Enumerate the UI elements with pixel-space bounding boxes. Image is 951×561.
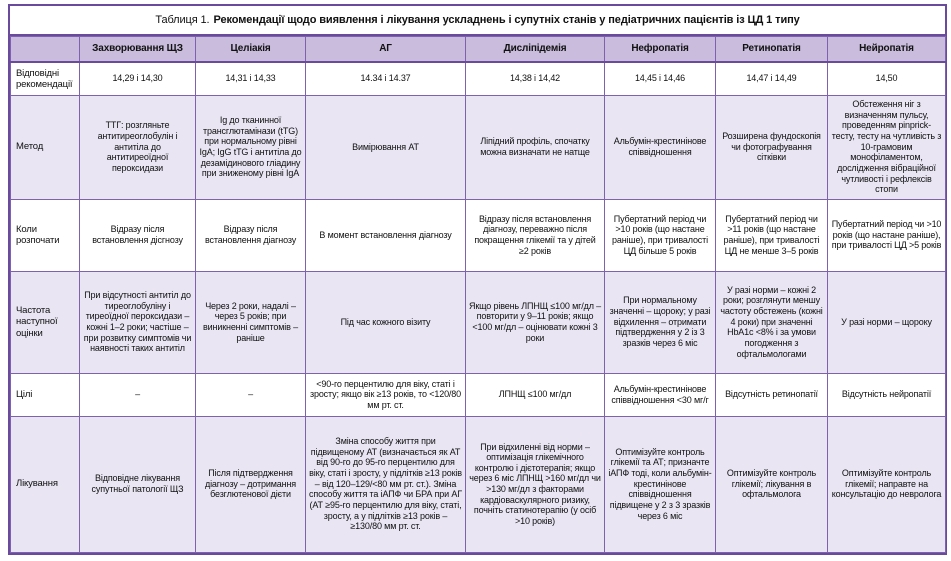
row-label: Цілі bbox=[11, 373, 80, 416]
table-cell: Відразу після встановлення дісгнозу bbox=[80, 199, 196, 271]
table-cell: При відсутності антитіл до тиреоглобуліну і тиреоїдної пероксидази – кожні 1–2 роки; частіше – при розвитку симптомів чи наявності таких антитіл bbox=[80, 271, 196, 373]
table-title bbox=[10, 6, 945, 36]
table-cell: Вимірювання АТ bbox=[306, 95, 466, 199]
table-row-frequency bbox=[11, 271, 946, 373]
row-label: Метод bbox=[11, 95, 80, 199]
table-cell: Оптимізуйте контроль глікемії; направте на консультацію до невролога bbox=[828, 416, 946, 552]
table-cell: У разі норми – кожні 2 роки; розглянути меншу частоту обстежень (кожні 4 роки) при значенні HbA1c <8% і за умови погодження з офтальмологами bbox=[716, 271, 828, 373]
table-cell: Альбумін-крестинінове співвідношення bbox=[605, 95, 716, 199]
table-cell: Відразу після встановлення діагнозу bbox=[196, 199, 306, 271]
recommendations-table bbox=[10, 36, 946, 553]
table-cell: При відхиленні від норми – оптимізація глікемічного контролю і дієтотерапія; якщо через 6 міс ЛПНЩ >160 мг/дл чи >130 мг/дл з факторами кардіоваскулярного ризику, почніть статинотерапію (у осіб >10 років) bbox=[466, 416, 605, 552]
table-cell: Відсутність ретинопатії bbox=[716, 373, 828, 416]
table-cell: – bbox=[80, 373, 196, 416]
table-cell: Після підтвердження діагнозу – дотримання безглютенової дієти bbox=[196, 416, 306, 552]
column-header-empty bbox=[11, 37, 80, 63]
table-cell: Альбумін-крестинінове співвідношення <30 мг/г bbox=[605, 373, 716, 416]
table-title-text: Рекомендації щодо виявлення і лікування ускладнень і супутніх станів у педіатричних пацієнтів із ЦД 1 типу bbox=[213, 14, 800, 26]
table-container bbox=[8, 4, 947, 555]
table-cell: Зміна способу життя при підвищеному АТ (визначається як АТ від 90-го до 95-го перцентилю для віку, статі і зросту, у підлітків ≥13 років – від 120–129/<80 мм рт. ст.). Зміна способу життя та іАПФ чи БРА при АГ (АТ ≥95-го перцентилю для віку, статі, зросту, а у підлітків ≥13 років – ≥130/80 мм рт. ст. bbox=[306, 416, 466, 552]
column-header-retinopathy: Ретинопатія bbox=[716, 37, 828, 63]
column-header-hypertension: АГ bbox=[306, 37, 466, 63]
table-cell: 14,50 bbox=[828, 62, 946, 95]
table-cell: ТТГ: розгляньте антитиреоглобулін і антитіла до антитиреоїдної пероксидази bbox=[80, 95, 196, 199]
row-label: Лікування bbox=[11, 416, 80, 552]
column-header-thyroid: Захворювання ЩЗ bbox=[80, 37, 196, 63]
column-header-nephropathy: Нефропатія bbox=[605, 37, 716, 63]
column-header-neuropathy: Нейропатія bbox=[828, 37, 946, 63]
table-cell: 14,45 і 14,46 bbox=[605, 62, 716, 95]
table-cell: Пубертатний період чи >10 років (що настане раніше), при тривалості ЦД >5 років bbox=[828, 199, 946, 271]
table-cell: Пубертатний період чи >11 років (що настане раніше), при тривалості ЦД не менше 3–5 років bbox=[716, 199, 828, 271]
table-cell: Відразу після встановлення діагнозу, переважно після покращення глікемії та у дітей ≥2 років bbox=[466, 199, 605, 271]
header-row bbox=[11, 37, 946, 63]
table-cell: – bbox=[196, 373, 306, 416]
table-cell: Розширена фундоскопія чи фотографування сітківки bbox=[716, 95, 828, 199]
table-cell: Оптимізуйте контроль глікемії та АТ; призначте іАПФ тоді, коли альбумін-крестинінове співвідношення підвищене у 2 з 3 зразків через 6 міс bbox=[605, 416, 716, 552]
table-cell: Через 2 роки, надалі – через 5 років; при виникненні симптомів – раніше bbox=[196, 271, 306, 373]
table-row-when-to-start bbox=[11, 199, 946, 271]
table-cell: Оптимізуйте контроль глікемії; лікування в офтальмолога bbox=[716, 416, 828, 552]
table-cell: Ig до тканинної трансглютамінази (tTG) при нормальному рівні IgA; IgG tTG і антитіла до дезамідинового гліадину при зниженому рівні IgA bbox=[196, 95, 306, 199]
table-cell: Відсутність нейропатії bbox=[828, 373, 946, 416]
table-row-treatment bbox=[11, 416, 946, 552]
table-cell: 14,31 і 14,33 bbox=[196, 62, 306, 95]
table-cell: При нормальному значенні – щороку; у разі відхилення – отримати підтвердження у 2 із 3 зразків через 6 міс bbox=[605, 271, 716, 373]
column-header-dyslipidemia: Дисліпідемія bbox=[466, 37, 605, 63]
table-cell: Якщо рівень ЛПНЩ ≤100 мг/дл – повторити у 9–11 років; якщо <100 мг/дл – оцінювати кожні 3 роки bbox=[466, 271, 605, 373]
table-cell: Під час кожного візиту bbox=[306, 271, 466, 373]
table-cell: 14,38 і 14,42 bbox=[466, 62, 605, 95]
table-cell: У разі норми – щороку bbox=[828, 271, 946, 373]
table-cell: В момент встановлення діагнозу bbox=[306, 199, 466, 271]
table-cell: <90-го перцентилю для віку, статі і зросту; якщо вік ≥13 років, то <120/80 мм рт. ст. bbox=[306, 373, 466, 416]
table-cell: Ліпідний профіль, спочатку можна визначати не натще bbox=[466, 95, 605, 199]
table-row-method bbox=[11, 95, 946, 199]
table-cell: 14,29 і 14,30 bbox=[80, 62, 196, 95]
table-cell: 14,47 і 14,49 bbox=[716, 62, 828, 95]
table-cell: Пубертатний період чи >10 років (що настане раніше), при тривалості ЦД більше 5 років bbox=[605, 199, 716, 271]
row-label: Частота наступної оцінки bbox=[11, 271, 80, 373]
table-cell: Відповідне лікування супутньої патології ЩЗ bbox=[80, 416, 196, 552]
row-label: Відповідні рекомендації bbox=[11, 62, 80, 95]
column-header-celiac: Целіакія bbox=[196, 37, 306, 63]
table-cell: ЛПНЩ ≤100 мг/дл bbox=[466, 373, 605, 416]
table-cell: 14.34 і 14.37 bbox=[306, 62, 466, 95]
table-row-goals bbox=[11, 373, 946, 416]
table-row-recommendations bbox=[11, 62, 946, 95]
table-cell: Обстеження ніг з визначенням пульсу, проведенням pinprick-тесту, тесту на чутливість з 10-грамовим монофіламентом, дослідження вібраційної чутливості і рефлексів стопи bbox=[828, 95, 946, 199]
row-label: Коли розпочати bbox=[11, 199, 80, 271]
table-title-prefix: Таблиця 1. bbox=[155, 14, 210, 26]
